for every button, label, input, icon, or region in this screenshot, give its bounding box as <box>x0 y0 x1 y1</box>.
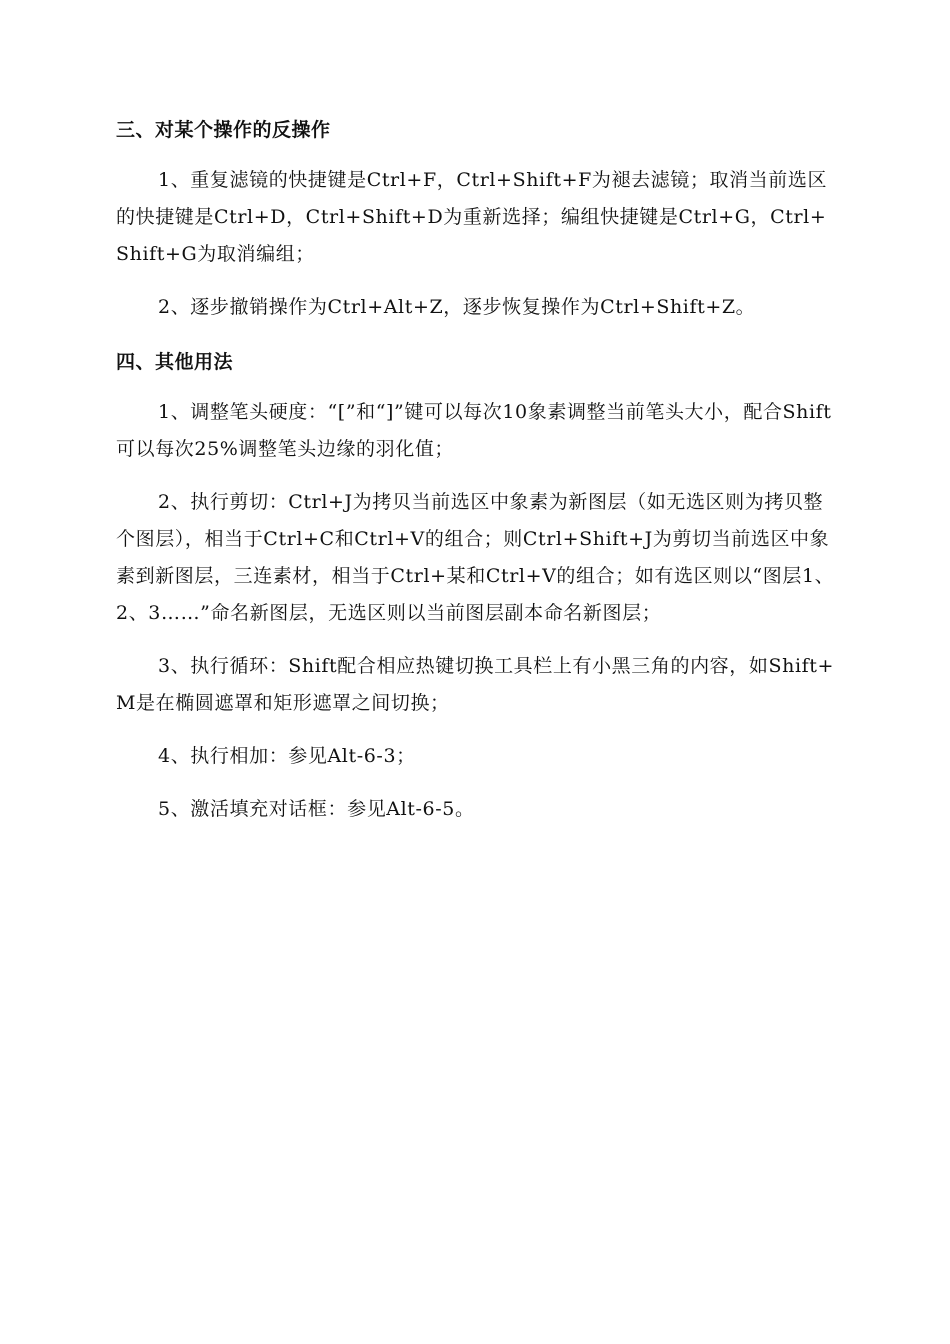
section-3-heading: 三、对某个操作的反操作 <box>116 119 331 141</box>
section-4-item-5: 5、激活填充对话框：参见Alt-6-5。 <box>158 798 475 820</box>
section-4-heading: 四、其他用法 <box>116 351 234 373</box>
section-4-item-3: 3、执行循环：Shift配合相应热键切换工具栏上有小黑三角的内容，如Shift+M是在椭圆遮罩和矩形遮罩之间切换； <box>116 655 835 714</box>
section-3-item-2: 2、逐步撤销操作为Ctrl+Alt+Z，逐步恢复操作为Ctrl+Shift+Z。 <box>158 296 756 318</box>
section-4-item-4: 4、执行相加：参见Alt-6-3； <box>158 745 416 767</box>
document-body <box>116 114 836 844</box>
section-4-item-2: 2、执行剪切：Ctrl+J为拷贝当前选区中象素为新图层（如无选区则为拷贝整个图层），相当于Ctrl+C和Ctrl+V的组合；则Ctrl+Shift+J为剪切当前选区中象素到新图层，三连素材，相当于Ctrl+某和Ctrl+V的组合；如有选区则以“图层1、2、3……”命名新图层，无选区则以当前图层副本命名新图层； <box>116 491 835 624</box>
section-4-item-1: 1、调整笔头硬度：“[”和“]”键可以每次10象素调整当前笔头大小，配合Shift可以每次25%调整笔头边缘的羽化值； <box>116 401 832 460</box>
section-3-item-1: 1、重复滤镜的快捷键是Ctrl+F，Ctrl+Shift+F为褪去滤镜；取消当前选区的快捷键是Ctrl+D，Ctrl+Shift+D为重新选择；编组快捷键是Ctrl+G，Ctrl+Shift+G为取消编组； <box>116 169 828 265</box>
